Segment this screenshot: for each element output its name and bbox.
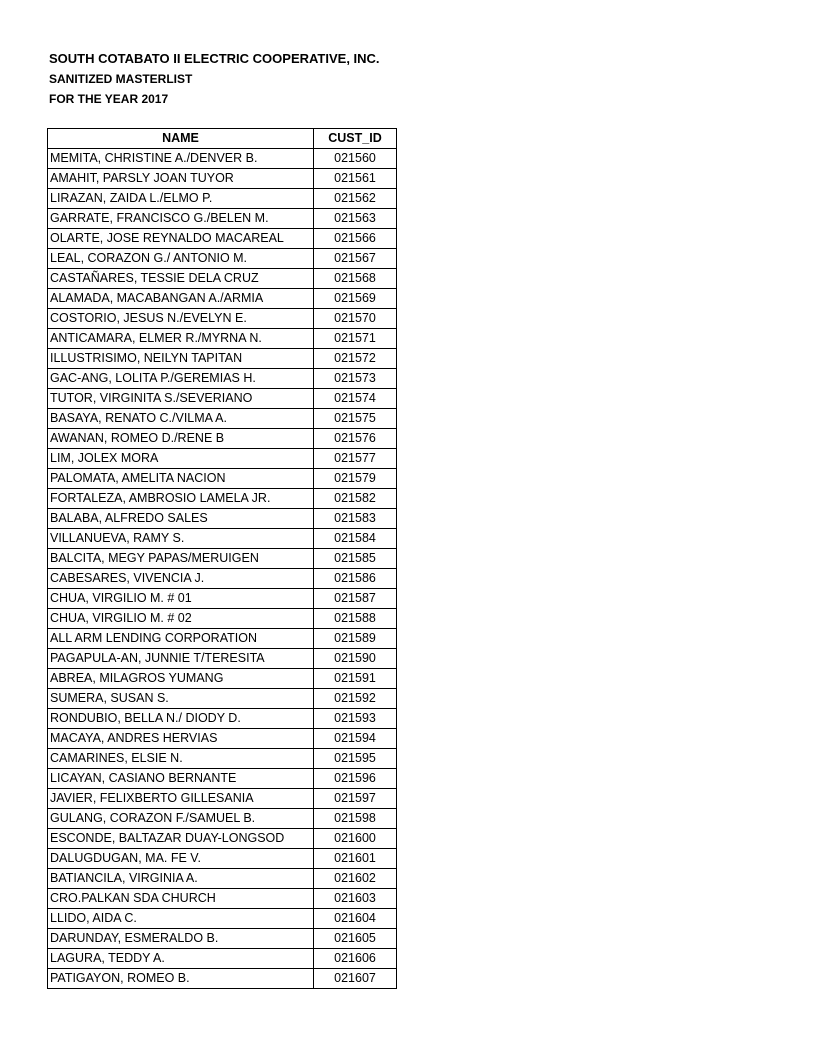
customer-name-cell: MACAYA, ANDRES HERVIAS [48, 729, 314, 749]
customer-name-cell: ABREA, MILAGROS YUMANG [48, 669, 314, 689]
customer-id-cell: 021573 [314, 369, 397, 389]
table-row [48, 929, 397, 949]
table-row [48, 889, 397, 909]
customer-id-cell: 021586 [314, 569, 397, 589]
customer-id-cell: 021588 [314, 609, 397, 629]
table-row [48, 849, 397, 869]
customer-id-cell: 021598 [314, 809, 397, 829]
customer-name-cell: PALOMATA, AMELITA NACION [48, 469, 314, 489]
customer-name-cell: BALCITA, MEGY PAPAS/MERUIGEN [48, 549, 314, 569]
customer-id-cell: 021570 [314, 309, 397, 329]
customer-name-cell: ALAMADA, MACABANGAN A./ARMIA [48, 289, 314, 309]
table-header-row [48, 129, 397, 149]
customer-name-cell: DALUGDUGAN, MA. FE V. [48, 849, 314, 869]
table-row [48, 149, 397, 169]
table-row [48, 869, 397, 889]
customer-id-cell: 021560 [314, 149, 397, 169]
customer-name-cell: COSTORIO, JESUS N./EVELYN E. [48, 309, 314, 329]
customer-name-cell: CHUA, VIRGILIO M. # 02 [48, 609, 314, 629]
customer-id-cell: 021601 [314, 849, 397, 869]
customer-name-cell: CASTAÑARES, TESSIE DELA CRUZ [48, 269, 314, 289]
customer-name-cell: ESCONDE, BALTAZAR DUAY-LONGSOD [48, 829, 314, 849]
table-row [48, 389, 397, 409]
customer-id-cell: 021594 [314, 729, 397, 749]
customer-id-cell: 021606 [314, 949, 397, 969]
customer-id-cell: 021604 [314, 909, 397, 929]
customer-name-cell: ANTICAMARA, ELMER R./MYRNA N. [48, 329, 314, 349]
column-header-name: NAME [48, 129, 314, 149]
customer-name-cell: BALABA, ALFREDO SALES [48, 509, 314, 529]
table-row [48, 829, 397, 849]
customer-name-cell: CRO.PALKAN SDA CHURCH [48, 889, 314, 909]
customer-id-cell: 021596 [314, 769, 397, 789]
customer-id-cell: 021567 [314, 249, 397, 269]
table-row [48, 169, 397, 189]
table-row [48, 229, 397, 249]
customer-name-cell: LLIDO, AIDA C. [48, 909, 314, 929]
customer-id-cell: 021576 [314, 429, 397, 449]
customer-name-cell: FORTALEZA, AMBROSIO LAMELA JR. [48, 489, 314, 509]
table-row [48, 629, 397, 649]
customer-name-cell: LAGURA, TEDDY A. [48, 949, 314, 969]
table-row [48, 329, 397, 349]
customer-id-cell: 021597 [314, 789, 397, 809]
table-row [48, 209, 397, 229]
customer-name-cell: PAGAPULA-AN, JUNNIE T/TERESITA [48, 649, 314, 669]
customer-id-cell: 021600 [314, 829, 397, 849]
customer-id-cell: 021589 [314, 629, 397, 649]
table-row [48, 249, 397, 269]
table-row [48, 529, 397, 549]
customer-id-cell: 021607 [314, 969, 397, 989]
table-row [48, 949, 397, 969]
customer-name-cell: CAMARINES, ELSIE N. [48, 749, 314, 769]
document-year: FOR THE YEAR 2017 [49, 92, 169, 106]
customer-id-cell: 021574 [314, 389, 397, 409]
customer-name-cell: OLARTE, JOSE REYNALDO MACAREAL [48, 229, 314, 249]
table-row [48, 549, 397, 569]
table-row [48, 649, 397, 669]
customer-id-cell: 021568 [314, 269, 397, 289]
customer-id-cell: 021571 [314, 329, 397, 349]
customer-id-cell: 021583 [314, 509, 397, 529]
customer-name-cell: SUMERA, SUSAN S. [48, 689, 314, 709]
customer-name-cell: GULANG, CORAZON F./SAMUEL B. [48, 809, 314, 829]
customer-id-cell: 021562 [314, 189, 397, 209]
document-subtitle: SANITIZED MASTERLIST [49, 72, 193, 86]
customer-id-cell: 021582 [314, 489, 397, 509]
customer-name-cell: MEMITA, CHRISTINE A./DENVER B. [48, 149, 314, 169]
customer-name-cell: AMAHIT, PARSLY JOAN TUYOR [48, 169, 314, 189]
table-row [48, 909, 397, 929]
table-row [48, 689, 397, 709]
table-row [48, 409, 397, 429]
table-row [48, 349, 397, 369]
customer-id-cell: 021566 [314, 229, 397, 249]
table-row [48, 589, 397, 609]
table-row [48, 749, 397, 769]
table-row [48, 449, 397, 469]
table-row [48, 429, 397, 449]
table-row [48, 189, 397, 209]
customer-name-cell: VILLANUEVA, RAMY S. [48, 529, 314, 549]
customer-name-cell: ILLUSTRISIMO, NEILYN TAPITAN [48, 349, 314, 369]
customer-id-cell: 021579 [314, 469, 397, 489]
customer-id-cell: 021563 [314, 209, 397, 229]
table-row [48, 509, 397, 529]
customer-name-cell: CABESARES, VIVENCIA J. [48, 569, 314, 589]
customer-name-cell: BATIANCILA, VIRGINIA A. [48, 869, 314, 889]
table-row [48, 709, 397, 729]
customer-id-cell: 021603 [314, 889, 397, 909]
table-row [48, 309, 397, 329]
table-row [48, 789, 397, 809]
customer-id-cell: 021585 [314, 549, 397, 569]
customer-name-cell: RONDUBIO, BELLA N./ DIODY D. [48, 709, 314, 729]
customer-name-cell: LIRAZAN, ZAIDA L./ELMO P. [48, 189, 314, 209]
table-row [48, 269, 397, 289]
customer-id-cell: 021595 [314, 749, 397, 769]
customer-name-cell: LEAL, CORAZON G./ ANTONIO M. [48, 249, 314, 269]
column-header-cust-id: CUST_ID [314, 129, 397, 149]
company-name: SOUTH COTABATO II ELECTRIC COOPERATIVE, INC. [49, 51, 380, 66]
customer-name-cell: LIM, JOLEX MORA [48, 449, 314, 469]
table-body [48, 149, 397, 989]
customer-name-cell: DARUNDAY, ESMERALDO B. [48, 929, 314, 949]
customer-id-cell: 021605 [314, 929, 397, 949]
table-row [48, 469, 397, 489]
table-row [48, 969, 397, 989]
table-row [48, 489, 397, 509]
table-row [48, 809, 397, 829]
table-row [48, 609, 397, 629]
customer-name-cell: GARRATE, FRANCISCO G./BELEN M. [48, 209, 314, 229]
customer-name-cell: JAVIER, FELIXBERTO GILLESANIA [48, 789, 314, 809]
customer-id-cell: 021602 [314, 869, 397, 889]
customer-name-cell: ALL ARM LENDING CORPORATION [48, 629, 314, 649]
customer-name-cell: CHUA, VIRGILIO M. # 01 [48, 589, 314, 609]
customer-id-cell: 021593 [314, 709, 397, 729]
customer-id-cell: 021587 [314, 589, 397, 609]
customer-id-cell: 021591 [314, 669, 397, 689]
table-row [48, 289, 397, 309]
customer-id-cell: 021592 [314, 689, 397, 709]
customer-id-cell: 021577 [314, 449, 397, 469]
customer-name-cell: GAC-ANG, LOLITA P./GEREMIAS H. [48, 369, 314, 389]
table-row [48, 369, 397, 389]
customer-id-cell: 021569 [314, 289, 397, 309]
table-row [48, 569, 397, 589]
customer-id-cell: 021575 [314, 409, 397, 429]
table-row [48, 769, 397, 789]
customer-name-cell: TUTOR, VIRGINITA S./SEVERIANO [48, 389, 314, 409]
customer-id-cell: 021584 [314, 529, 397, 549]
customer-name-cell: AWANAN, ROMEO D./RENE B [48, 429, 314, 449]
customer-id-cell: 021561 [314, 169, 397, 189]
masterlist-table [47, 128, 397, 989]
table-row [48, 729, 397, 749]
customer-id-cell: 021590 [314, 649, 397, 669]
table-row [48, 669, 397, 689]
customer-name-cell: BASAYA, RENATO C./VILMA A. [48, 409, 314, 429]
customer-name-cell: LICAYAN, CASIANO BERNANTE [48, 769, 314, 789]
customer-name-cell: PATIGAYON, ROMEO B. [48, 969, 314, 989]
customer-id-cell: 021572 [314, 349, 397, 369]
document-header [49, 49, 380, 109]
